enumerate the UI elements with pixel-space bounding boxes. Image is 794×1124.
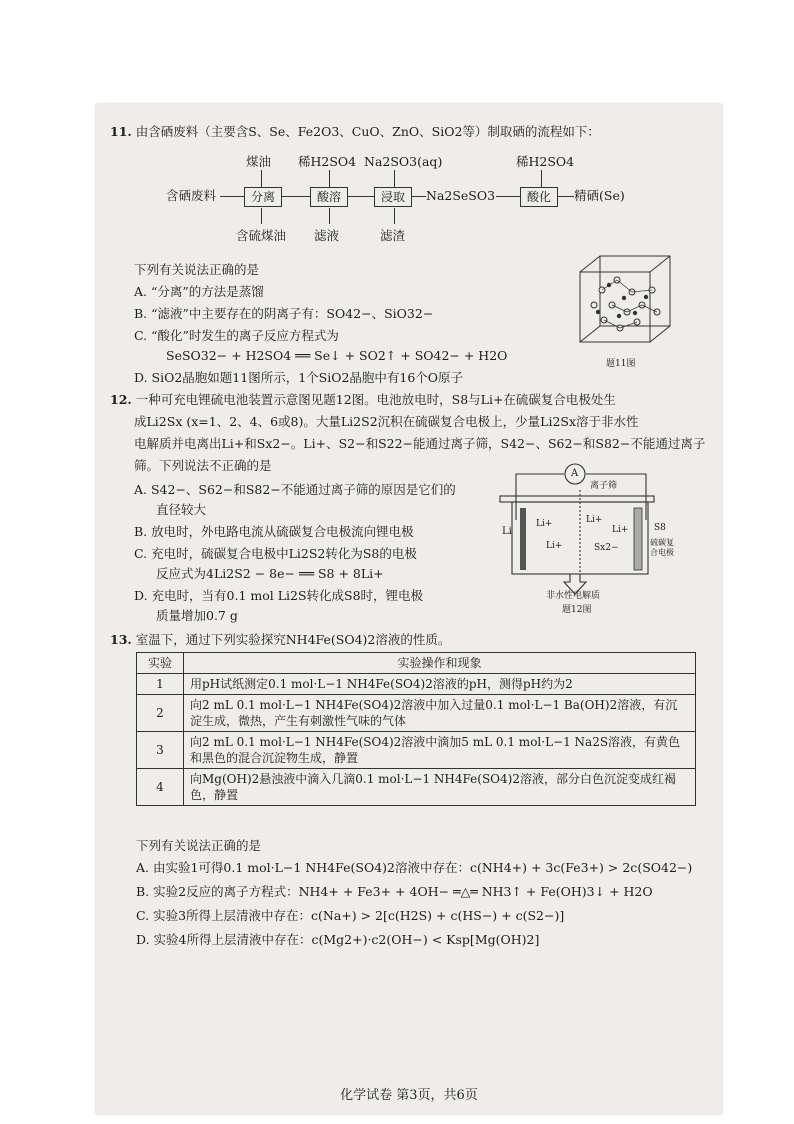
table-row <box>137 695 696 732</box>
q12-line3: 电解质并电离出Li+和Sx2−。Li+、S2−和S22−能通过离子筛，S42−、S62−和S82−不能通过离子 <box>134 436 706 451</box>
q13-option-c: C. 实验3所得上层清液中存在：c(Na+) > 2[c(H2S) + c(HS−) + c(S2−)] <box>136 908 565 923</box>
li-ion-label-3: Li+ <box>586 515 603 525</box>
q11-option-c-equation: SeSO32− + H2SO4 ══ Se↓ + SO2↑ + SO42− + H2O <box>166 348 508 363</box>
fig12-caption: 题12图 <box>562 605 592 615</box>
s8-label: S8 <box>654 523 666 533</box>
q12-option-d-cont: 质量增加0.7 g <box>156 608 238 623</box>
q12-option-a: A. S42−、S62−和S82−不能通过离子筛的原因是它们的 <box>134 482 456 497</box>
flow-input-h2so4-2: 稀H2SO4 <box>516 154 575 169</box>
li-ion-label-4: Li+ <box>612 525 629 535</box>
sio2-unit-cell-figure <box>572 250 682 354</box>
table-cell-desc: 向2 mL 0.1 mol·L−1 NH4Fe(SO4)2溶液中滴加5 mL 0.1 mol·L−1 Na2S溶液，有黄色和黑色的混合沉淀物生成，静置 <box>184 732 696 769</box>
q11-stem <box>110 124 600 140</box>
table-cell-desc: 用pH试纸测定0.1 mol·L−1 NH4Fe(SO4)2溶液的pH，测得pH约为2 <box>184 674 696 695</box>
ion-sieve-label: 离子筛 <box>590 481 618 491</box>
q12-line1 <box>110 392 616 408</box>
table-header-operation: 实验操作和现象 <box>184 653 696 674</box>
q13-option-d: D. 实验4所得上层清液中存在：c(Mg2+)·c2(OH−) < Ksp[Mg(OH)2] <box>136 932 540 947</box>
flow-box-acidify: 酸化 <box>520 187 558 207</box>
flow-input-kerosene: 煤油 <box>246 154 272 169</box>
table-cell-desc: 向Mg(OH)2悬浊液中滴入几滴0.1 mol·L−1 NH4Fe(SO4)2溶液，部分白色沉淀变成红褐色，静置 <box>184 769 696 806</box>
q12-line4: 筛。下列说法不正确的是 <box>134 458 272 473</box>
q13-stem <box>110 632 450 648</box>
table-row <box>137 732 696 769</box>
q11-option-c: C. “酸化”时发生的离子反应方程式为 <box>134 328 339 343</box>
flow-box-separate: 分离 <box>244 187 282 207</box>
table-row <box>137 674 696 695</box>
q12-line1-text: 一种可充电锂硫电池装置示意图见题12图。电池放电时，S8与Li+在硫碳复合电极处生 <box>135 392 616 407</box>
table-cell-num: 2 <box>137 695 184 732</box>
li-ion-label-2: Li+ <box>546 541 563 551</box>
q13-stem-text: 室温下，通过下列实验探究NH4Fe(SO4)2溶液的性质。 <box>135 632 451 647</box>
ammeter-label: A <box>571 468 579 479</box>
flow-output-kerosene: 含硫煤油 <box>236 228 287 243</box>
flow-input-h2so4: 稀H2SO4 <box>298 154 357 169</box>
table-cell-num: 4 <box>137 769 184 806</box>
q11-stem-text: 由含硒废料（主要含S、Se、Fe2O3、CuO、ZnO、SiO2等）制取硒的流程如下： <box>135 124 600 139</box>
q12-option-b: B. 放电时，外电路电流从硫碳复合电极流向锂电极 <box>134 524 414 539</box>
q12-number: 12. <box>110 392 132 407</box>
q13-number: 13. <box>110 632 132 647</box>
flow-box-acid-dissolve: 酸溶 <box>310 187 348 207</box>
table-row <box>137 769 696 806</box>
page-footer: 化学试卷 第3页，共6页 <box>340 1088 478 1103</box>
q13-prompt: 下列有关说法正确的是 <box>136 838 262 853</box>
flow-input-na2so3: Na2SO3(aq) <box>364 154 443 169</box>
q11-option-d: D. SiO2晶胞如题11图所示，1个SiO2晶胞中有16个O原子 <box>134 370 464 385</box>
flow-box-leach: 浸取 <box>374 187 412 207</box>
li-ion-label-1: Li+ <box>536 519 553 529</box>
q11-number: 11. <box>110 124 132 139</box>
q13-option-b: B. 实验2反应的离子方程式：NH4+ + Fe3+ + 4OH− ═△═ NH3↑ + Fe(OH)3↓ + H2O <box>136 884 653 899</box>
table-cell-num: 1 <box>137 674 184 695</box>
q13-option-a: A. 由实验1可得0.1 mol·L−1 NH4Fe(SO4)2溶液中存在：c(NH4+) + 3c(Fe3+) > 2c(SO42−) <box>136 860 693 875</box>
q12-option-d: D. 充电时，当有0.1 mol Li2S转化成S8时，锂电极 <box>134 588 424 603</box>
q12-option-a-cont: 直径较大 <box>156 502 207 517</box>
battery-figure <box>490 460 674 616</box>
sx-ion-label: Sx2− <box>594 543 619 553</box>
table-header-experiment: 实验 <box>137 653 184 674</box>
exam-page <box>96 104 722 1114</box>
flow-start: 含硒废料 <box>166 188 217 203</box>
table-cell-desc: 向2 mL 0.1 mol·L−1 NH4Fe(SO4)2溶液中加入过量0.1 mol·L−1 Ba(OH)2溶液，有沉淀生成，微热，产生有刺激性气味的气体 <box>184 695 696 732</box>
table-cell-num: 3 <box>137 732 184 769</box>
electrolyte-label: 非水性电解质 <box>546 591 601 601</box>
flow-end: 精硒(Se) <box>574 188 625 203</box>
q11-prompt: 下列有关说法正确的是 <box>134 262 260 277</box>
q11-option-b: B. “滤液”中主要存在的阴离子有：SO42−、SiO32− <box>134 306 434 321</box>
q11-option-a: A. “分离”的方法是蒸馏 <box>134 284 264 299</box>
table-header-row <box>137 653 696 674</box>
experiment-table <box>136 652 696 806</box>
flow-output-filtrate: 滤液 <box>314 228 340 243</box>
flow-intermediate: Na2SeSO3 <box>426 188 496 203</box>
q12-line2: 成Li2Sx (x=1、2、4、6或8)。大量Li2S2沉积在硫碳复合电极上，少量Li2Sx溶于非水性 <box>134 414 639 429</box>
flow-output-residue: 滤渣 <box>380 228 406 243</box>
q12-option-c-equation: 反应式为4Li2S2 − 8e− ══ S8 + 8Li+ <box>156 566 384 581</box>
lithium-electrode-label: Li <box>502 526 512 537</box>
fig11-caption: 题11图 <box>606 359 636 369</box>
q12-option-c: C. 充电时，硫碳复合电极中Li2S2转化为S8的电极 <box>134 546 417 561</box>
composite-electrode-label: 硫碳复合电极 <box>650 538 674 557</box>
